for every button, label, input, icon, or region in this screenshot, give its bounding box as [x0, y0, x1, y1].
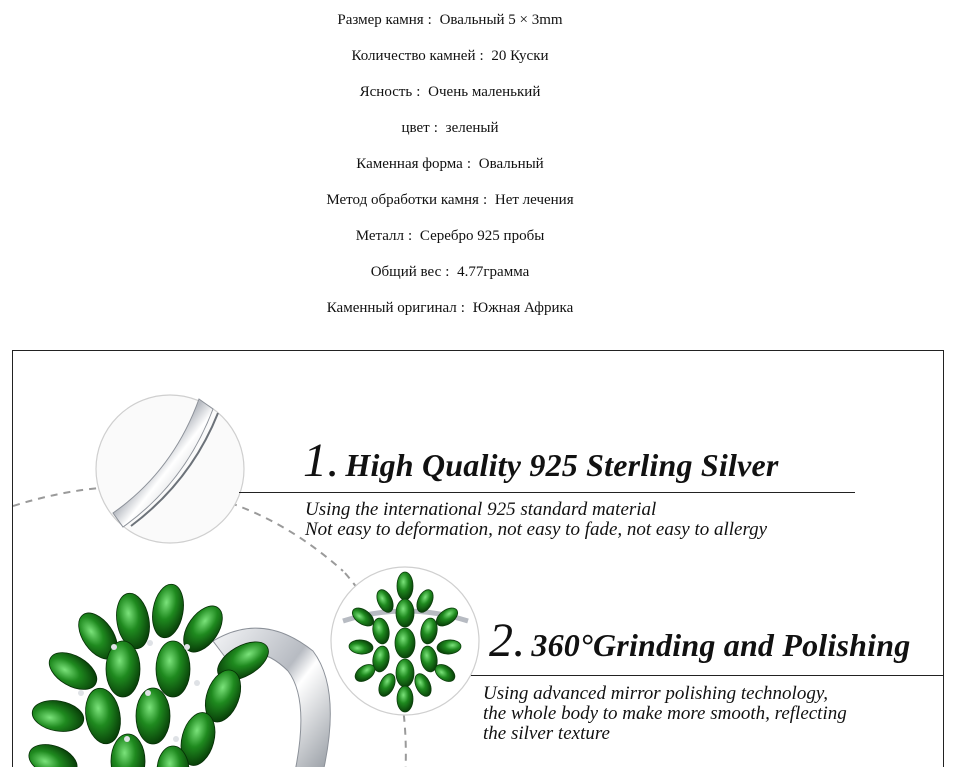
- spec-row-origin: [0, 300, 900, 317]
- spec-label: Каменный оригинал: [326, 300, 457, 316]
- spec-label: Метод обработки камня: [326, 192, 479, 208]
- silver-band-closeup: [96, 395, 244, 543]
- feature-2-divider: [471, 675, 944, 676]
- spec-row-weight: [0, 264, 900, 281]
- spec-value: 4.77грамма: [457, 264, 530, 280]
- feature-1-line-2: Not easy to deformation, not easy to fade, not easy to allergy: [305, 519, 768, 540]
- spec-label: Размер камня: [337, 12, 424, 28]
- spec-value: Серебро 925 пробы: [419, 228, 545, 244]
- spec-row-metal: [0, 228, 900, 245]
- spec-separator: :: [482, 192, 488, 208]
- spec-separator: :: [466, 156, 471, 172]
- spec-value: Овальный: [478, 156, 544, 172]
- feature-2-description: [483, 684, 847, 744]
- spec-separator: :: [479, 48, 484, 64]
- spec-label: Металл: [355, 228, 404, 244]
- spec-row-stone-size: [0, 12, 900, 29]
- ring-top-view: [331, 567, 479, 715]
- spec-value: Нет лечения: [494, 192, 574, 208]
- feature-1-title: [303, 433, 779, 488]
- feature-1-divider: [239, 492, 855, 493]
- spec-row-stone-shape: [0, 156, 900, 173]
- feature-1-line-1: Using the international 925 standard material: [305, 499, 657, 520]
- spec-label: Количество камней: [351, 48, 476, 64]
- feature-panel: [12, 350, 944, 767]
- spec-value: Очень маленький: [428, 84, 541, 100]
- spec-row-treatment: [0, 192, 900, 209]
- spec-separator: :: [408, 228, 413, 244]
- spec-separator: :: [416, 84, 421, 100]
- spec-row-color: [0, 120, 900, 137]
- spec-row-clarity: [0, 84, 900, 101]
- large-ring-photo: [24, 582, 330, 767]
- feature-2-line-1: Using advanced mirror polishing technology,: [483, 683, 828, 704]
- spec-separator: :: [427, 12, 432, 28]
- spec-value: Южная Африка: [472, 300, 574, 316]
- spec-label: Каменная форма: [356, 156, 463, 172]
- spec-label: Общий вес: [370, 264, 442, 280]
- spec-label: цвет: [401, 120, 430, 136]
- spec-value: зеленый: [445, 120, 499, 136]
- feature-2-line-3: the silver texture: [483, 723, 610, 744]
- feature-1-description: [305, 500, 767, 540]
- feature-2-heading: 360°Grinding and Polishing: [531, 627, 911, 663]
- spec-value: Овальный 5 × 3mm: [439, 12, 563, 28]
- spec-separator: :: [460, 300, 465, 316]
- spec-separator: :: [445, 264, 450, 280]
- feature-1-heading: High Quality 925 Sterling Silver: [345, 447, 779, 483]
- feature-1-number: 1.: [303, 434, 340, 487]
- feature-2-title: [489, 613, 910, 668]
- spec-separator: :: [433, 120, 438, 136]
- spec-value: 20 Куски: [491, 48, 549, 64]
- spec-row-stone-count: [0, 48, 900, 65]
- feature-2-line-2: the whole body to make more smooth, reflecting: [483, 703, 847, 724]
- spec-label: Ясность: [359, 84, 413, 100]
- feature-2-number: 2.: [489, 614, 526, 667]
